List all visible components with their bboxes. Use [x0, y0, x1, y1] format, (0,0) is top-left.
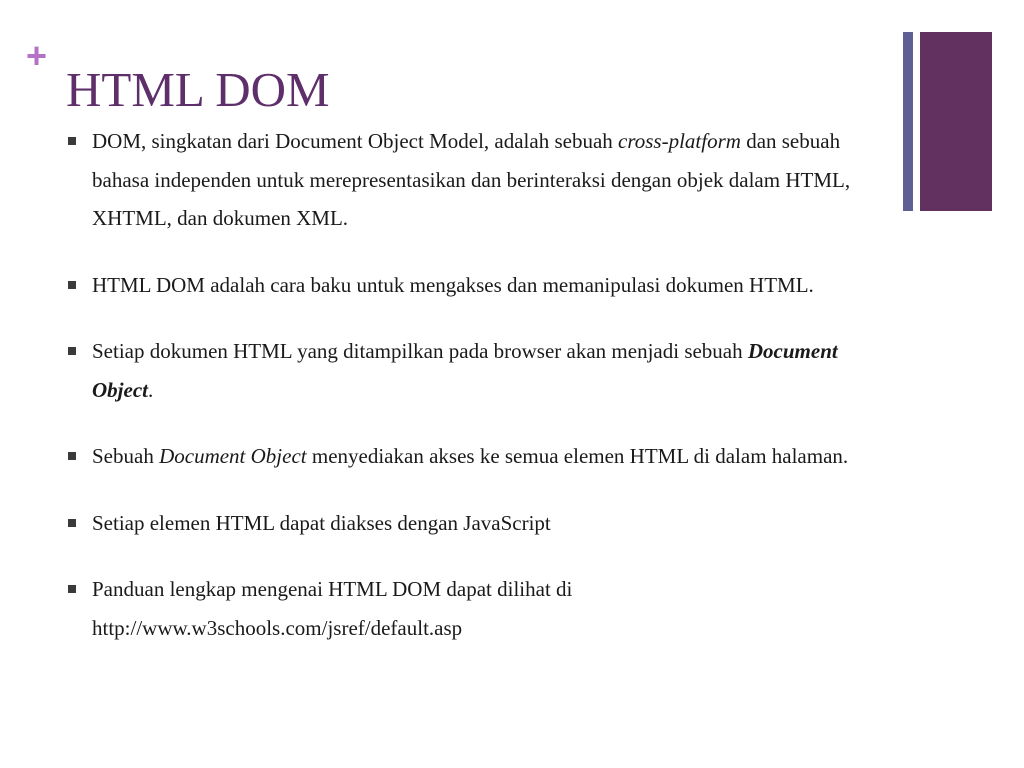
bullet-square-icon [68, 585, 76, 593]
accent-bar-thin [903, 32, 913, 211]
bullet-square-icon [68, 519, 76, 527]
text-run: dan sebuah bahasa independen untuk merepresentasikan dan berinteraksi dengan objek dalam HTML, XHTML, dan dokumen XML. [92, 129, 851, 230]
bullet-text [92, 339, 838, 402]
bullet-item [66, 266, 896, 305]
bullet-item [66, 570, 896, 647]
bullet-square-icon [68, 137, 76, 145]
bullet-text [92, 129, 850, 230]
text-run-italic: Document Object [159, 444, 307, 468]
text-run: Setiap dokumen HTML yang ditampilkan pada browser akan menjadi sebuah [92, 339, 748, 363]
text-run: DOM, singkatan dari Document Object Model, adalah sebuah [92, 129, 619, 153]
bullet-item [66, 504, 896, 543]
text-run-bold-italic: Document Object [92, 339, 838, 402]
bullet-text [92, 577, 572, 640]
text-run: menyediakan akses ke semua elemen HTML di dalam halaman. [306, 444, 849, 468]
accent-bar-wide [920, 32, 992, 211]
bullet-text [92, 511, 551, 535]
text-run: Sebuah [92, 444, 160, 468]
bullet-text [92, 444, 848, 468]
bullet-item [66, 122, 896, 238]
bullet-square-icon [68, 452, 76, 460]
bullet-square-icon [68, 281, 76, 289]
text-run: Panduan lengkap mengenai HTML DOM dapat dilihat di http://www.w3schools.com/jsref/default.asp [92, 577, 573, 640]
text-run: HTML DOM adalah cara baku untuk mengakses dan memanipulasi dokumen HTML. [92, 272, 814, 297]
plus-mark-icon: + [26, 35, 48, 76]
bullet-item [66, 437, 896, 476]
bullet-text [92, 273, 814, 297]
bullet-item [66, 332, 896, 409]
text-run: Setiap elemen HTML dapat diakses dengan JavaScript [92, 510, 551, 535]
slide-title: HTML DOM [66, 62, 330, 117]
bullet-square-icon [68, 347, 76, 355]
text-run: . [147, 377, 154, 402]
bullet-list [66, 122, 896, 675]
text-run-italic: cross-platform [618, 129, 741, 153]
